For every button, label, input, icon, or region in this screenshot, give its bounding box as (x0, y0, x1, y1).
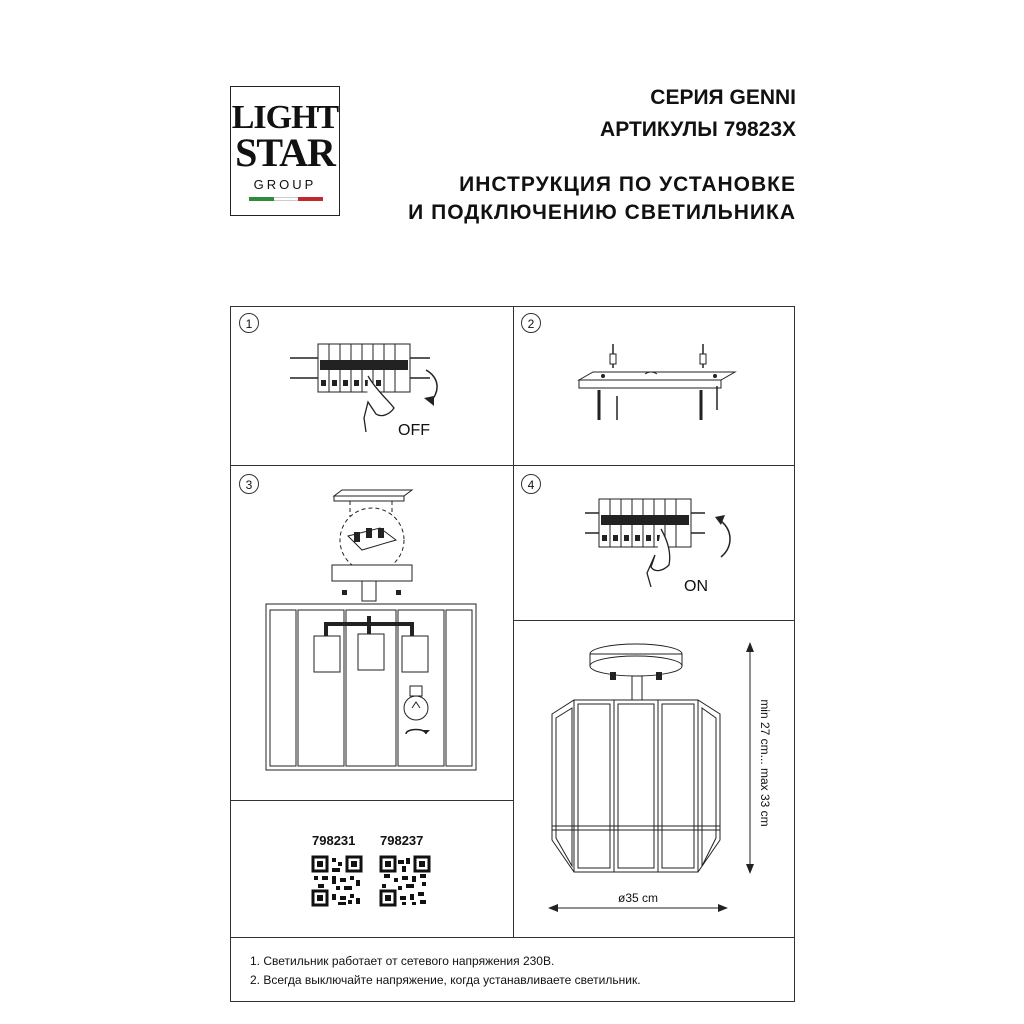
instruction-title-line-2: И ПОДКЛЮЧЕНИЮ СВЕТИЛЬНИКА (408, 201, 796, 224)
height-dimension-label: min 27 cm... max 33 cm (758, 699, 772, 827)
on-label: ON (684, 578, 708, 595)
product-code-1: 798231 (312, 833, 356, 848)
step-3-number: 3 (239, 474, 259, 494)
qr-codes-panel (230, 800, 514, 938)
step-4-number: 4 (521, 474, 541, 494)
diameter-dimension-label: ø35 cm (618, 891, 659, 905)
notes-panel (230, 937, 795, 1002)
breaker-off-illustration (290, 340, 460, 440)
note-2: 2. Всегда выключайте напряжение, когда устанавливаете светильник. (250, 973, 641, 987)
instruction-title-line-1: ИНСТРУКЦИЯ ПО УСТАНОВКЕ (459, 173, 796, 196)
italian-flag-stripe (249, 197, 323, 201)
breaker-on-illustration (585, 495, 755, 595)
product-code-2: 798237 (380, 833, 424, 848)
qr-code-1 (312, 856, 362, 906)
off-label: OFF (398, 422, 430, 439)
logo-line-2: STAR (235, 130, 335, 175)
step-1-number: 1 (239, 313, 259, 333)
article-title: АРТИКУЛЫ 79823X (600, 118, 796, 141)
logo-line-1: LIGHT (231, 99, 339, 136)
fixture-dimensions-drawing (548, 640, 768, 910)
wiring-and-bulb-illustration (262, 488, 484, 774)
logo-line-3: GROUP (253, 177, 317, 192)
series-title: СЕРИЯ GENNI (650, 86, 796, 109)
step-2-number: 2 (521, 313, 541, 333)
note-1: 1. Светильник работает от сетевого напряжения 230В. (250, 954, 555, 968)
brand-logo (230, 86, 340, 216)
mounting-bracket-illustration (575, 340, 745, 430)
qr-code-2 (380, 856, 430, 906)
